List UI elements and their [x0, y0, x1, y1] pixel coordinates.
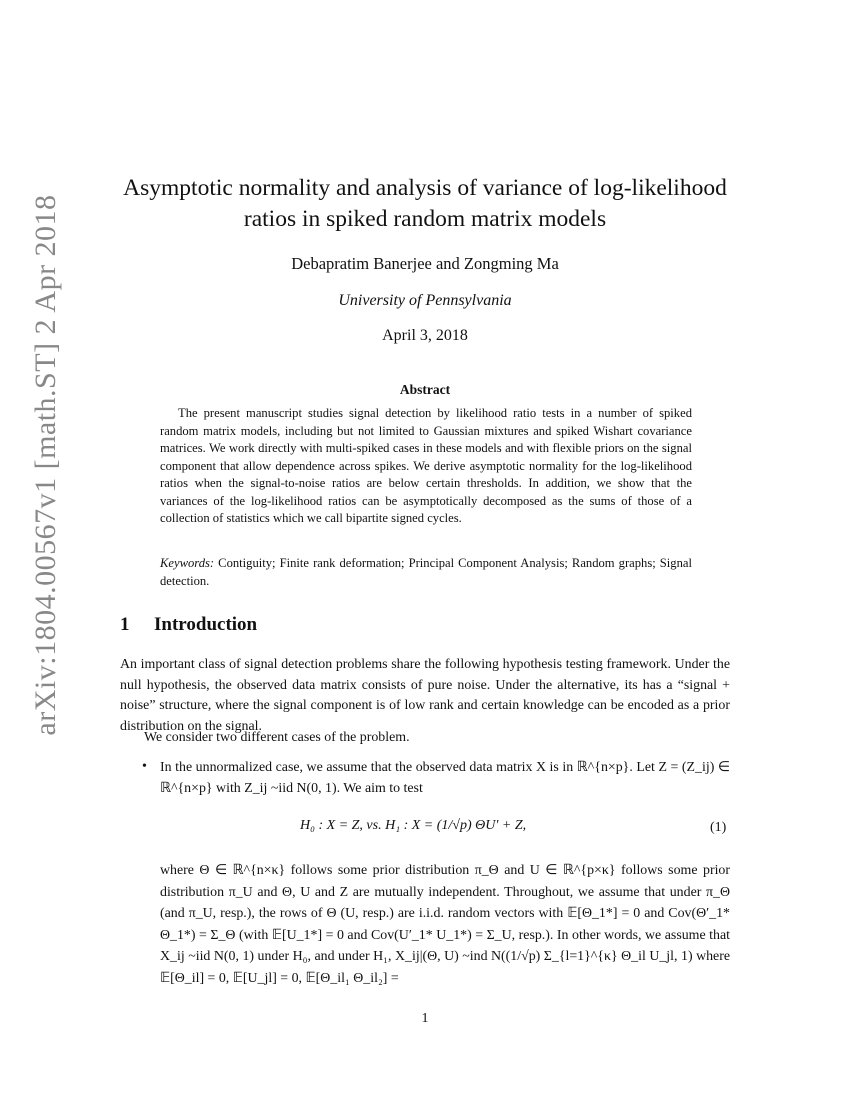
abstract-body: The present manuscript studies signal detection by likelihood ratio tests in a number of spiked random matrix models, including but not limited to Gaussian mixtures and spiked Wishart covariance matrices. We work directly with multi-spiked cases in these models and with flexible priors on the signal component that allow dependence across spikes. We derive asymptotic normality for the log-likelihood ratios when the signal-to-noise ratios are below certain thresholds. In addition, we show that the variances of the log-likelihood ratios can be asymptotically decomposed as the sums of those of a collection of statistics which we call bipartite signed cycles.: [160, 406, 692, 525]
section-number: 1: [120, 614, 130, 635]
paper-affiliation: University of Pennsylvania: [338, 292, 512, 309]
bullet-1-text: In the unnormalized case, we assume that the observed data matrix X is in ℝ^{n×p}. Let Z = (Z_ij) ∈ ℝ^{n×p} with Z_ij ~iid N(0, 1). We aim to test: [160, 760, 730, 796]
abstract-heading: Abstract: [399, 382, 451, 397]
paper-authors: Debapratim Banerjee and Zongming Ma: [291, 254, 559, 273]
page-number: 1: [421, 1011, 429, 1026]
bullet-1-continuation: where Θ ∈ ℝ^{n×κ} follows some prior distribution π_Θ and U ∈ ℝ^{p×κ} follows some prior distribution π_U and Θ, U and Z are mutually independent. Throughout, we assume that under π_Θ (and π_U, resp.), the rows of Θ (U, resp.) are i.i.d. random vectors with 𝔼[Θ_1*] = 0 and Cov(Θ′_1* Θ_1*) = Σ_Θ (with 𝔼[U_1*] = 0 and Cov(U′_1* U_1*) = Σ_U, resp.). In other words, we assume that X_ij ~iid N(0, 1) under H₀, and under H₁, X_ij|(Θ, U) ~ind N((1/√p) Σ_{l=1}^{κ} Θ_il U_jl, 1) where 𝔼[Θ_il] = 0, 𝔼[U_jl] = 0, 𝔼[Θ_il₁ Θ_il₂] =: [160, 863, 730, 986]
keywords-label: Keywords:: [160, 556, 215, 570]
section-title: Introduction: [154, 614, 258, 635]
paper-date: April 3, 2018: [382, 327, 468, 344]
arxiv-identifier: arXiv:1804.00567v1 [math.ST] 2 Apr 2018: [29, 194, 62, 736]
equation-number: (1): [710, 820, 727, 835]
intro-paragraph-1: An important class of signal detection problems share the following hypothesis testing framework. Under the null hypothesis, the observed data matrix consists of pure noise. Under the alternative, its has a “signal + noise” structure, where the signal component is of low rank and certain knowledge can be encoded as a prior distribution on the signal.: [120, 657, 730, 734]
section-heading: [120, 614, 257, 636]
paper-title: Asymptotic normality and analysis of variance of log-likelihood ratios in spiked random matrix models: [123, 175, 727, 232]
bullet-marker: •: [142, 759, 147, 774]
intro-paragraph-2: We consider two different cases of the problem.: [144, 730, 410, 745]
keywords-list: Contiguity; Finite rank deformation; Principal Component Analysis; Random graphs; Signal detection.: [160, 556, 692, 588]
keywords: [160, 555, 692, 590]
equation-1: H₀ : X = Z, vs. H₁ : X = (1/√p) ΘU′ + Z,: [300, 818, 527, 833]
